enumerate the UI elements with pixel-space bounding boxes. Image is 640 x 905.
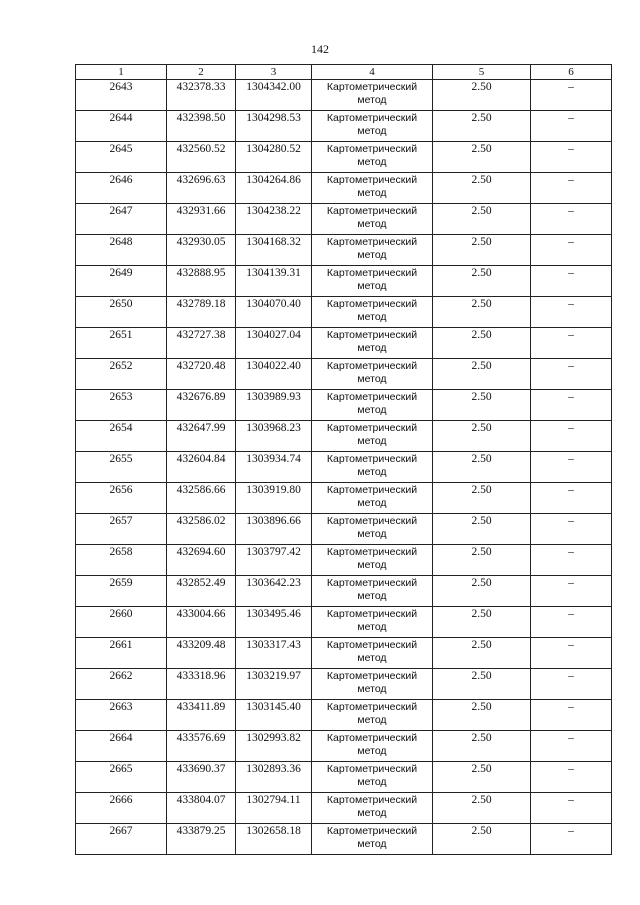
point-number-cell: 2653: [76, 390, 167, 421]
method-text: Картометрический метод: [326, 81, 418, 106]
point-number-cell: 2658: [76, 545, 167, 576]
y-coordinate-cell: 1304027.04: [236, 328, 312, 359]
x-coordinate-cell: 432586.66: [167, 483, 236, 514]
header-cell-4: 4: [312, 65, 433, 80]
table-row: [76, 762, 612, 793]
description-cell: –: [531, 328, 612, 359]
y-coordinate-cell: 1302893.36: [236, 762, 312, 793]
x-coordinate-cell: 432604.84: [167, 452, 236, 483]
accuracy-cell: 2.50: [433, 545, 531, 576]
method-text: Картометрический метод: [326, 825, 418, 850]
header-cell-6: 6: [531, 65, 612, 80]
y-coordinate-cell: 1303968.23: [236, 421, 312, 452]
accuracy-cell: 2.50: [433, 80, 531, 111]
method-text: Картометрический метод: [326, 422, 418, 447]
method-cell: [312, 173, 433, 204]
accuracy-cell: 2.50: [433, 762, 531, 793]
method-cell: [312, 545, 433, 576]
method-cell: [312, 359, 433, 390]
y-coordinate-cell: 1303934.74: [236, 452, 312, 483]
point-number-cell: 2667: [76, 824, 167, 855]
table-row: [76, 483, 612, 514]
accuracy-cell: 2.50: [433, 514, 531, 545]
method-text: Картометрический метод: [326, 763, 418, 788]
method-cell: [312, 297, 433, 328]
x-coordinate-cell: 432647.99: [167, 421, 236, 452]
point-number-cell: 2654: [76, 421, 167, 452]
description-cell: –: [531, 111, 612, 142]
description-cell: –: [531, 638, 612, 669]
description-cell: –: [531, 545, 612, 576]
method-text: Картометрический метод: [326, 329, 418, 354]
method-cell: [312, 514, 433, 545]
method-text: Картометрический метод: [326, 577, 418, 602]
y-coordinate-cell: 1303919.80: [236, 483, 312, 514]
accuracy-cell: 2.50: [433, 235, 531, 266]
table-body: [76, 65, 612, 855]
table-row: [76, 576, 612, 607]
table-row: [76, 111, 612, 142]
table-row: [76, 638, 612, 669]
x-coordinate-cell: 433318.96: [167, 669, 236, 700]
y-coordinate-cell: 1303219.97: [236, 669, 312, 700]
x-coordinate-cell: 432378.33: [167, 80, 236, 111]
table-row: [76, 173, 612, 204]
description-cell: –: [531, 390, 612, 421]
point-number-cell: 2655: [76, 452, 167, 483]
method-text: Картометрический метод: [326, 453, 418, 478]
description-cell: –: [531, 700, 612, 731]
method-cell: [312, 235, 433, 266]
method-text: Картометрический метод: [326, 298, 418, 323]
x-coordinate-cell: 432560.52: [167, 142, 236, 173]
method-text: Картометрический метод: [326, 794, 418, 819]
header-cell-5: 5: [433, 65, 531, 80]
accuracy-cell: 2.50: [433, 173, 531, 204]
x-coordinate-cell: 433576.69: [167, 731, 236, 762]
page-number: 142: [311, 42, 329, 56]
y-coordinate-cell: 1303495.46: [236, 607, 312, 638]
table-row: [76, 142, 612, 173]
method-cell: [312, 607, 433, 638]
x-coordinate-cell: 432931.66: [167, 204, 236, 235]
description-cell: –: [531, 235, 612, 266]
description-cell: –: [531, 762, 612, 793]
point-number-cell: 2659: [76, 576, 167, 607]
method-text: Картометрический метод: [326, 112, 418, 137]
method-text: Картометрический метод: [326, 670, 418, 695]
point-number-cell: 2650: [76, 297, 167, 328]
method-text: Картометрический метод: [326, 143, 418, 168]
table-row: [76, 297, 612, 328]
point-number-cell: 2666: [76, 793, 167, 824]
table-row: [76, 607, 612, 638]
x-coordinate-cell: 433209.48: [167, 638, 236, 669]
description-cell: –: [531, 266, 612, 297]
method-cell: [312, 576, 433, 607]
point-number-cell: 2662: [76, 669, 167, 700]
accuracy-cell: 2.50: [433, 793, 531, 824]
description-cell: –: [531, 793, 612, 824]
y-coordinate-cell: 1302993.82: [236, 731, 312, 762]
description-cell: –: [531, 359, 612, 390]
x-coordinate-cell: 433411.89: [167, 700, 236, 731]
y-coordinate-cell: 1304238.22: [236, 204, 312, 235]
y-coordinate-cell: 1302658.18: [236, 824, 312, 855]
method-cell: [312, 731, 433, 762]
y-coordinate-cell: 1304070.40: [236, 297, 312, 328]
coordinates-table: [75, 64, 612, 855]
accuracy-cell: 2.50: [433, 421, 531, 452]
method-cell: [312, 793, 433, 824]
accuracy-cell: 2.50: [433, 576, 531, 607]
table-row: [76, 421, 612, 452]
x-coordinate-cell: 432398.50: [167, 111, 236, 142]
point-number-cell: 2656: [76, 483, 167, 514]
x-coordinate-cell: 432720.48: [167, 359, 236, 390]
method-text: Картометрический метод: [326, 639, 418, 664]
header-cell-2: 2: [167, 65, 236, 80]
accuracy-cell: 2.50: [433, 824, 531, 855]
y-coordinate-cell: 1303145.40: [236, 700, 312, 731]
description-cell: –: [531, 669, 612, 700]
description-cell: –: [531, 576, 612, 607]
accuracy-cell: 2.50: [433, 483, 531, 514]
description-cell: –: [531, 731, 612, 762]
table-row: [76, 235, 612, 266]
table-header-row: [76, 65, 612, 80]
point-number-cell: 2660: [76, 607, 167, 638]
accuracy-cell: 2.50: [433, 700, 531, 731]
table-row: [76, 793, 612, 824]
table-row: [76, 80, 612, 111]
method-cell: [312, 390, 433, 421]
table-row: [76, 669, 612, 700]
header-cell-1: 1: [76, 65, 167, 80]
point-number-cell: 2651: [76, 328, 167, 359]
y-coordinate-cell: 1302794.11: [236, 793, 312, 824]
x-coordinate-cell: 432694.60: [167, 545, 236, 576]
description-cell: –: [531, 607, 612, 638]
method-text: Картометрический метод: [326, 701, 418, 726]
method-cell: [312, 204, 433, 235]
description-cell: –: [531, 824, 612, 855]
x-coordinate-cell: 432888.95: [167, 266, 236, 297]
method-cell: [312, 142, 433, 173]
y-coordinate-cell: 1304139.31: [236, 266, 312, 297]
x-coordinate-cell: 433004.66: [167, 607, 236, 638]
table-row: [76, 824, 612, 855]
point-number-cell: 2647: [76, 204, 167, 235]
y-coordinate-cell: 1303989.93: [236, 390, 312, 421]
table-row: [76, 390, 612, 421]
description-cell: –: [531, 142, 612, 173]
y-coordinate-cell: 1304168.32: [236, 235, 312, 266]
method-text: Картометрический метод: [326, 174, 418, 199]
point-number-cell: 2665: [76, 762, 167, 793]
description-cell: –: [531, 452, 612, 483]
accuracy-cell: 2.50: [433, 452, 531, 483]
point-number-cell: 2643: [76, 80, 167, 111]
point-number-cell: 2646: [76, 173, 167, 204]
method-cell: [312, 421, 433, 452]
point-number-cell: 2644: [76, 111, 167, 142]
point-number-cell: 2645: [76, 142, 167, 173]
accuracy-cell: 2.50: [433, 359, 531, 390]
point-number-cell: 2661: [76, 638, 167, 669]
y-coordinate-cell: 1304280.52: [236, 142, 312, 173]
table-row: [76, 700, 612, 731]
header-cell-3: 3: [236, 65, 312, 80]
x-coordinate-cell: 432727.38: [167, 328, 236, 359]
y-coordinate-cell: 1304022.40: [236, 359, 312, 390]
description-cell: –: [531, 204, 612, 235]
accuracy-cell: 2.50: [433, 731, 531, 762]
x-coordinate-cell: 432586.02: [167, 514, 236, 545]
method-cell: [312, 824, 433, 855]
accuracy-cell: 2.50: [433, 204, 531, 235]
method-cell: [312, 80, 433, 111]
accuracy-cell: 2.50: [433, 607, 531, 638]
y-coordinate-cell: 1304342.00: [236, 80, 312, 111]
y-coordinate-cell: 1303317.43: [236, 638, 312, 669]
table-row: [76, 545, 612, 576]
x-coordinate-cell: 433804.07: [167, 793, 236, 824]
y-coordinate-cell: 1303642.23: [236, 576, 312, 607]
method-text: Картометрический метод: [326, 515, 418, 540]
point-number-cell: 2657: [76, 514, 167, 545]
y-coordinate-cell: 1303896.66: [236, 514, 312, 545]
method-cell: [312, 266, 433, 297]
x-coordinate-cell: 432789.18: [167, 297, 236, 328]
accuracy-cell: 2.50: [433, 669, 531, 700]
method-text: Картометрический метод: [326, 732, 418, 757]
method-cell: [312, 328, 433, 359]
method-cell: [312, 111, 433, 142]
x-coordinate-cell: 432852.49: [167, 576, 236, 607]
description-cell: –: [531, 80, 612, 111]
accuracy-cell: 2.50: [433, 638, 531, 669]
table-row: [76, 514, 612, 545]
method-text: Картометрический метод: [326, 360, 418, 385]
point-number-cell: 2652: [76, 359, 167, 390]
method-cell: [312, 452, 433, 483]
table-row: [76, 328, 612, 359]
x-coordinate-cell: 432676.89: [167, 390, 236, 421]
x-coordinate-cell: 432930.05: [167, 235, 236, 266]
method-cell: [312, 700, 433, 731]
y-coordinate-cell: 1304298.53: [236, 111, 312, 142]
method-text: Картометрический метод: [326, 236, 418, 261]
method-text: Картометрический метод: [326, 608, 418, 633]
accuracy-cell: 2.50: [433, 142, 531, 173]
x-coordinate-cell: 433690.37: [167, 762, 236, 793]
accuracy-cell: 2.50: [433, 266, 531, 297]
accuracy-cell: 2.50: [433, 297, 531, 328]
description-cell: –: [531, 173, 612, 204]
table-row: [76, 731, 612, 762]
method-text: Картометрический метод: [326, 267, 418, 292]
method-cell: [312, 669, 433, 700]
accuracy-cell: 2.50: [433, 328, 531, 359]
table-row: [76, 452, 612, 483]
description-cell: –: [531, 297, 612, 328]
method-cell: [312, 638, 433, 669]
accuracy-cell: 2.50: [433, 390, 531, 421]
method-text: Картометрический метод: [326, 546, 418, 571]
table-row: [76, 266, 612, 297]
method-text: Картометрический метод: [326, 484, 418, 509]
method-text: Картометрический метод: [326, 391, 418, 416]
point-number-cell: 2648: [76, 235, 167, 266]
accuracy-cell: 2.50: [433, 111, 531, 142]
description-cell: –: [531, 514, 612, 545]
y-coordinate-cell: 1304264.86: [236, 173, 312, 204]
description-cell: –: [531, 421, 612, 452]
point-number-cell: 2664: [76, 731, 167, 762]
x-coordinate-cell: 433879.25: [167, 824, 236, 855]
method-cell: [312, 483, 433, 514]
point-number-cell: 2649: [76, 266, 167, 297]
point-number-cell: 2663: [76, 700, 167, 731]
x-coordinate-cell: 432696.63: [167, 173, 236, 204]
table-row: [76, 359, 612, 390]
description-cell: –: [531, 483, 612, 514]
method-text: Картометрический метод: [326, 205, 418, 230]
method-cell: [312, 762, 433, 793]
table-row: [76, 204, 612, 235]
y-coordinate-cell: 1303797.42: [236, 545, 312, 576]
